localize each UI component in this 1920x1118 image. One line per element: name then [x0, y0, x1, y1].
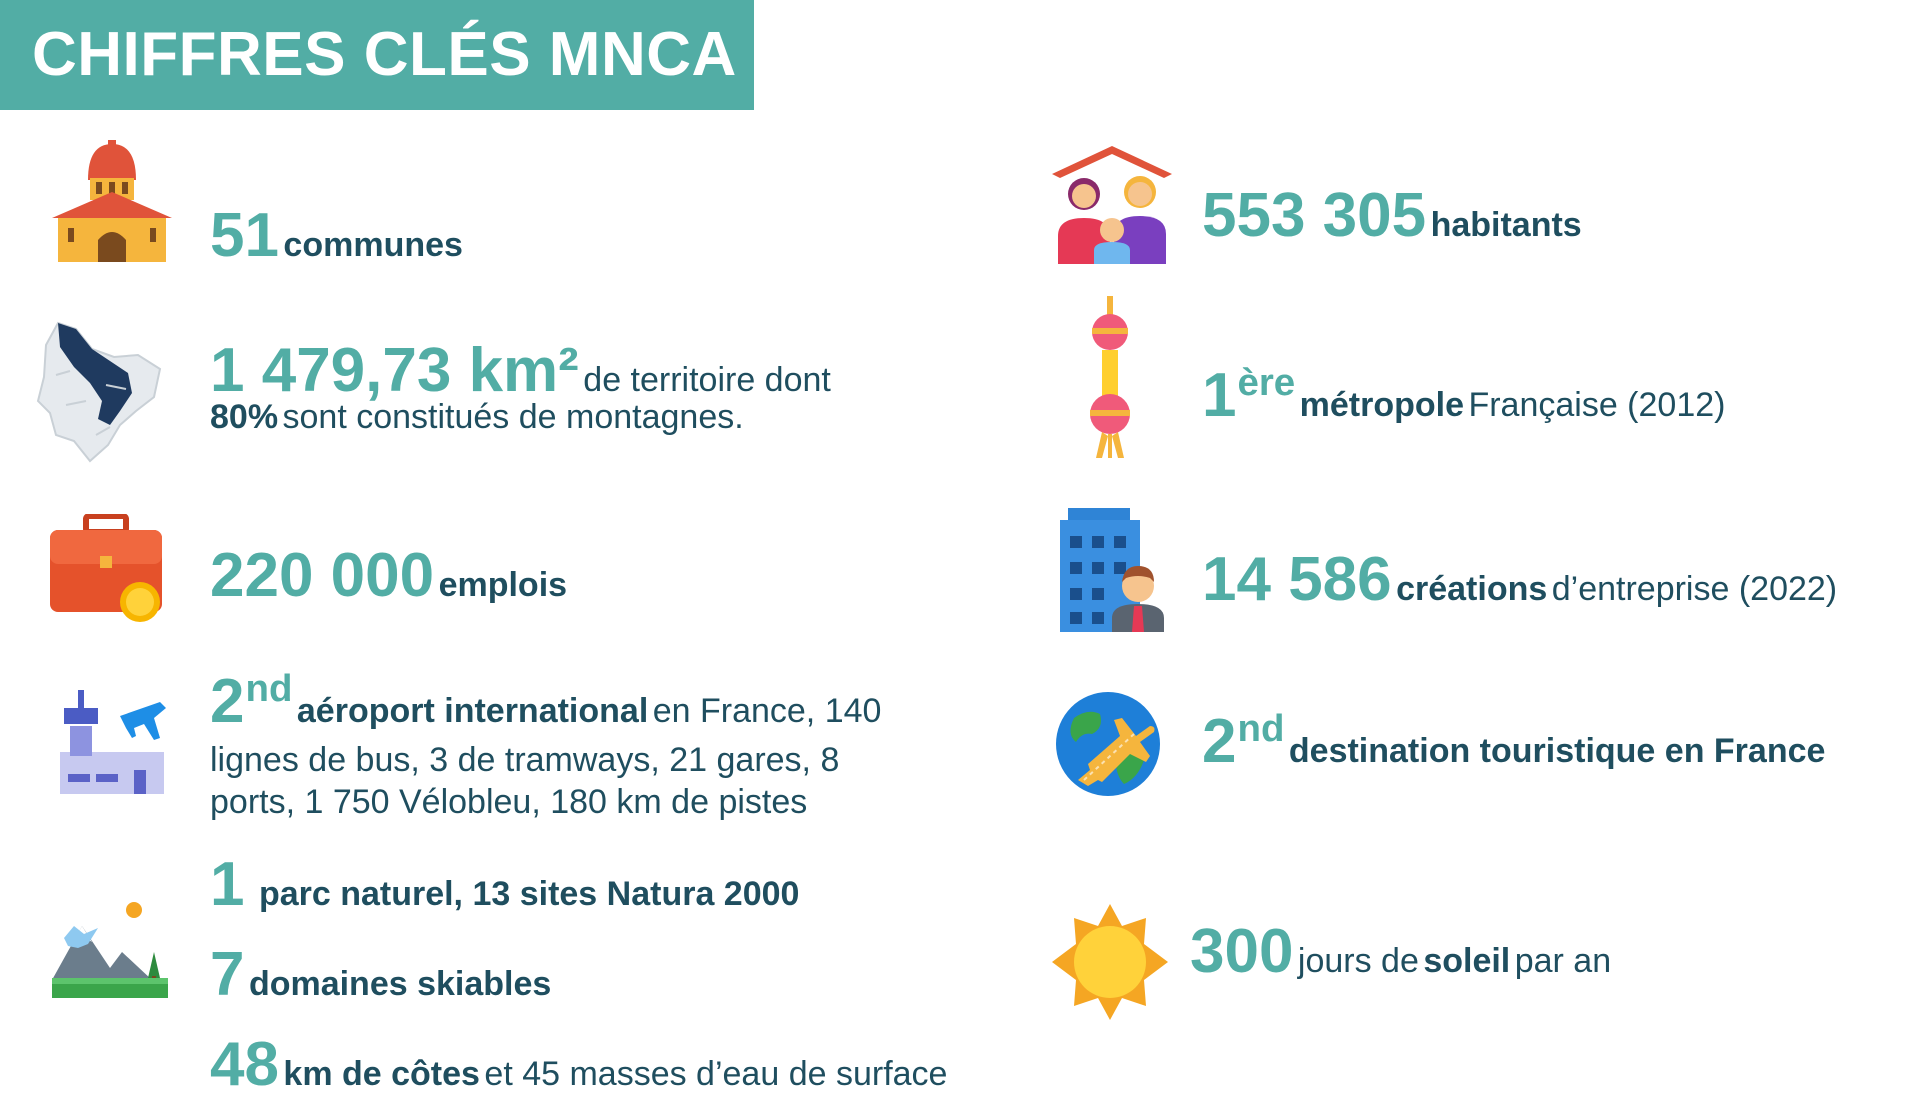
tourism-number: 2 — [1202, 707, 1237, 776]
briefcase-icon — [48, 514, 170, 626]
stat-population — [1202, 180, 1582, 251]
stat-nature — [210, 848, 947, 1118]
nature-number-3: 48 — [210, 1030, 279, 1099]
sun-text-1: jours de — [1297, 942, 1419, 980]
office-building-icon — [1054, 508, 1172, 632]
territory-pct: 80% — [210, 398, 279, 436]
stat-metropole — [1202, 360, 1725, 431]
jobs-label: emplois — [438, 566, 568, 604]
metropole-bold: métropole — [1299, 386, 1464, 424]
nature-label-3-bold: km de côtes — [283, 1055, 480, 1093]
sun-icon — [1052, 904, 1168, 1020]
territory-text-2: sont constitués de montagnes. — [282, 398, 744, 436]
airport-number: 2 — [210, 667, 245, 737]
airport-text-3: ports, 1 750 Vélobleu, 180 km de pistes — [210, 783, 808, 822]
tourism-bold: destination touristique en France — [1288, 732, 1826, 770]
map-icon — [36, 315, 168, 463]
stat-tourism — [1202, 706, 1825, 777]
globe-plane-icon — [1054, 690, 1162, 798]
metropole-number: 1 — [1202, 361, 1237, 430]
nature-number-1: 1 — [210, 850, 245, 919]
airport-sup: nd — [245, 667, 293, 710]
page-title: CHIFFRES CLÉS MNCA — [0, 0, 754, 110]
sun-number: 300 — [1190, 917, 1294, 986]
stat-jobs — [210, 540, 567, 611]
business-bold: créations — [1396, 570, 1548, 608]
communes-number: 51 — [210, 201, 279, 270]
population-number: 553 305 — [1202, 181, 1427, 250]
stat-business — [1202, 544, 1837, 615]
communes-label: communes — [283, 226, 463, 264]
stat-communes — [210, 200, 463, 271]
nature-number-2: 7 — [210, 940, 245, 1009]
nature-label-2: domaines skiables — [248, 965, 552, 1003]
population-label: habitants — [1430, 206, 1582, 244]
airport-bold: aéroport international — [296, 692, 649, 731]
tower-icon — [1080, 296, 1140, 458]
stat-territory — [210, 335, 831, 437]
nature-label-1: parc naturel, 13 sites Natura 2000 — [258, 875, 800, 913]
mountain-icon — [52, 898, 168, 998]
nature-label-3: et 45 masses d’eau de surface — [484, 1055, 948, 1093]
airport-text-1: en France, 140 — [652, 692, 882, 731]
territory-number: 1 479,73 km² — [210, 336, 579, 405]
tourism-sup: nd — [1237, 706, 1285, 750]
sun-text-2: par an — [1514, 942, 1612, 980]
airport-text-2: lignes de bus, 3 de tramways, 21 gares, 8 — [210, 741, 840, 780]
metropole-text: Française (2012) — [1468, 386, 1726, 424]
airport-icon — [56, 688, 168, 800]
town-hall-icon — [52, 140, 172, 262]
metropole-sup: ère — [1237, 360, 1296, 404]
family-home-icon — [1052, 146, 1172, 264]
business-number: 14 586 — [1202, 545, 1392, 614]
sun-bold: soleil — [1423, 942, 1511, 980]
business-text: d’entreprise (2022) — [1551, 570, 1838, 608]
territory-text-1: de territoire dont — [583, 361, 831, 399]
stat-airport — [210, 668, 881, 823]
jobs-number: 220 000 — [210, 541, 435, 610]
stat-sun — [1190, 916, 1611, 987]
